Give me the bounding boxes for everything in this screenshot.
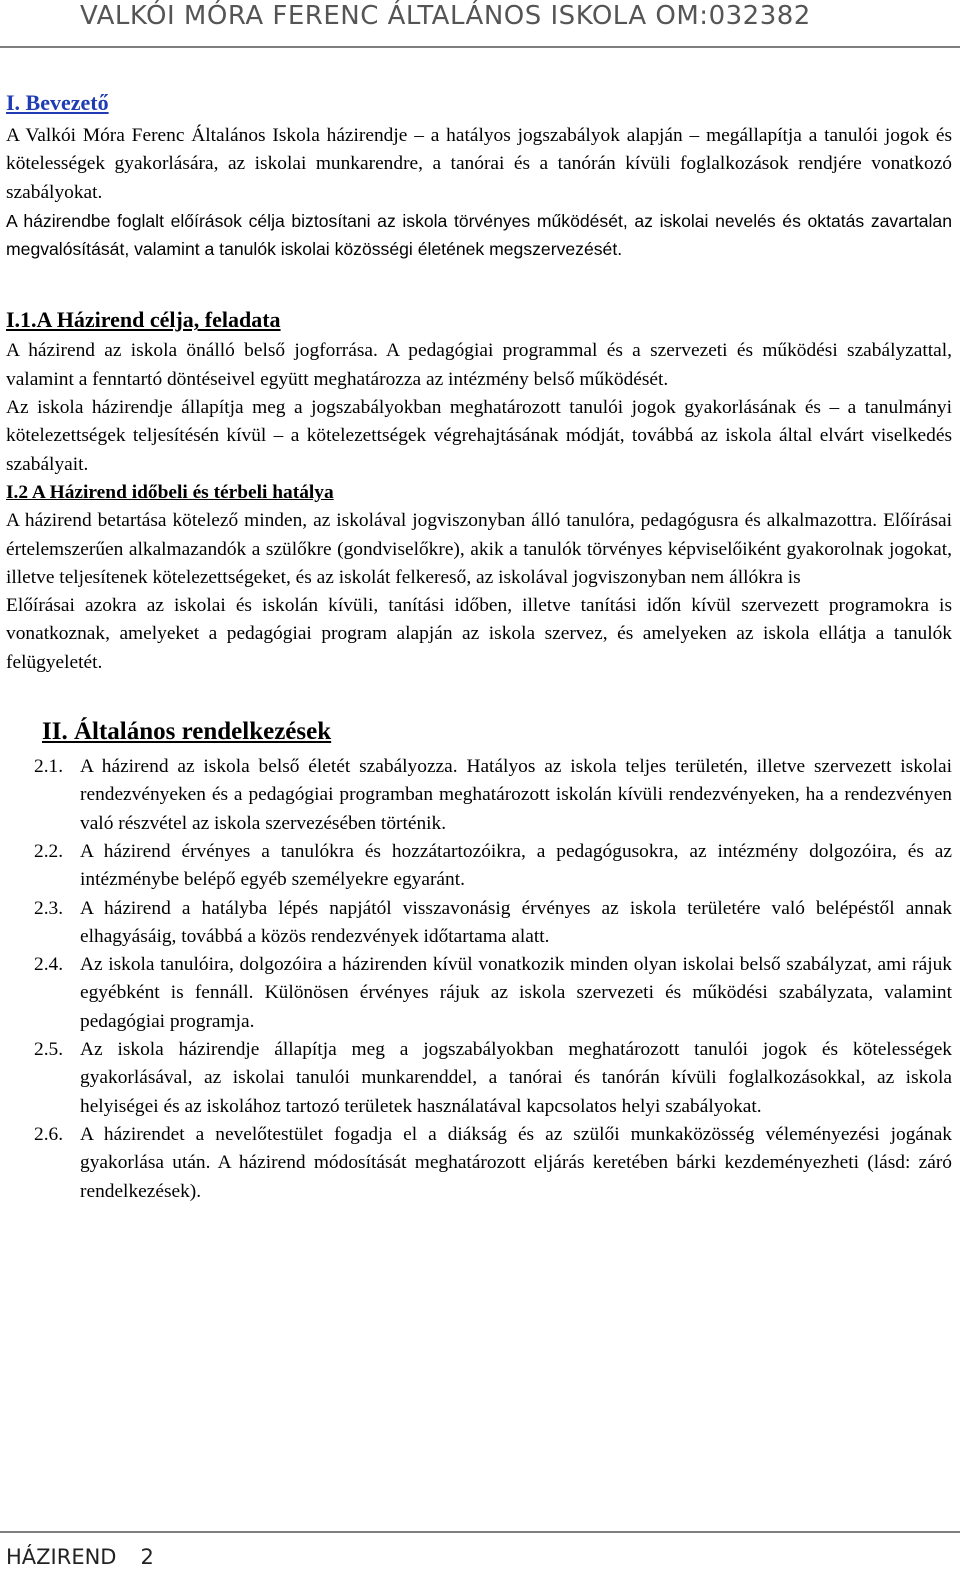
- page-number: 2: [140, 1545, 154, 1569]
- heading-purpose: I.1.A Házirend célja, feladata: [6, 307, 281, 333]
- item-number: 2.4.: [34, 954, 64, 976]
- footer-label: HÁZIREND: [6, 1545, 117, 1569]
- intro-paragraph-1: A Valkói Móra Ferenc Általános Iskola házirendje – a hatályos jogszabályok alapján – megállapítja a tanulói jogok és kötelességek gyakorlására, az iskolai munkarendre, a tanórai és a tanórán kívüli foglalkozások rendjére vonatkozó szabályokat.: [6, 125, 952, 203]
- list-item: [6, 895, 952, 952]
- footer-text: [6, 1545, 154, 1569]
- item-text: A házirend a hatályba lépés napjától visszavonásig érvényes az iskola területére való belépéstől annak elhagyásáig, továbbá a közös rendezvények időtartama alatt.: [80, 897, 952, 947]
- scope-paragraph-1: A házirend betartása kötelező minden, az iskolával jogviszonyban álló tanulóra, pedagógusra és alkalmazottra. Előírásai értelemszerűen alkalmazandók a szülőkre (gondviselőkre), akik a tanulók törvényes képviselőiként gyakorolnak jogokat, illetve teljesítenek kötelezettségeket, és az iskolát felkereső, az iskolával jogviszonyban nem állókra is: [6, 510, 952, 588]
- page-header: [0, 0, 960, 48]
- list-item: [6, 838, 952, 895]
- page-footer: [0, 1531, 960, 1584]
- purpose-paragraph-1: A házirend az iskola önálló belső jogforrása. A pedagógiai programmal és a szervezeti és működési szabályzattal, valamint a fenntartó döntéseivel együtt meghatározza az intézmény belső működését.: [6, 340, 952, 390]
- item-number: 2.6.: [34, 1123, 64, 1145]
- item-number: 2.3.: [34, 897, 64, 919]
- item-text: Az iskola házirendje állapítja meg a jogszabályokban meghatározott tanulói jogok és kötelességek gyakorlásával, az iskolai tanulói munkarenddel, a tanórai és tanórán kívüli foglalkozásokkal, az iskola helyiségei és az iskolához tartozó területek használatával kapcsolatos helyi szabályokat.: [80, 1039, 952, 1117]
- header-title: VALKÓI MÓRA FERENC ÁLTALÁNOS ISKOLA OM:032382: [80, 1, 811, 31]
- item-text: A házirendet a nevelőtestület fogadja el a diákság és az szülői munkaközösség véleményezési jogának gyakorlása után. A házirend módosítását meghatározott eljárás keretében bárki kezdeményezheti (lásd: záró rendelkezések).: [80, 1123, 952, 1202]
- heading-scope: I.2 A Házirend időbeli és térbeli hatálya: [6, 481, 334, 503]
- item-number: 2.2.: [34, 840, 64, 862]
- heading-general-provisions: II. Általános rendelkezések: [42, 718, 332, 746]
- item-text: Az iskola tanulóira, dolgozóira a házirenden kívül vonatkozik minden olyan iskolai belső szabályzat, ami rájuk egyébként is fennáll. Különösen érvényes rájuk az iskola szervezeti és működési szabályzata, valamint pedagógiai programja.: [80, 954, 952, 1032]
- list-item: [6, 753, 952, 838]
- scope-paragraph-2: Előírásai azokra az iskolai és iskolán kívüli, tanítási időben, illetve tanítási időn kívül szervezett programokra is vonatkoznak, amelyeket a pedagógiai program alapján az iskola szervez, és amelyeken az iskola ellátja a tanulók felügyeletét.: [6, 595, 952, 673]
- list-item: [6, 1036, 952, 1121]
- item-text: A házirend az iskola belső életét szabályozza. Hatályos az iskola teljes területén, illetve szervezett iskolai rendezvényeken és a pedagógiai programban meghatározott iskolán kívüli rendezvényeken, ha a rendezvényen való részvétel az iskola szervezésében történik.: [80, 756, 952, 834]
- intro-paragraph-2: A házirendbe foglalt előírások célja biztosítani az iskola törvényes működését, az iskolai nevelés és oktatás zavartalan megvalósítását, valamint a tanulók iskolai közösségi életének megszervezését.: [6, 210, 952, 260]
- purpose-paragraph-2: Az iskola házirendje állapítja meg a jogszabályokban meghatározott tanulói jogok gyakorlásának és – a tanulmányi kötelezettségek teljesítésén kívül – a kötelezettségek végrehajtásának módját, továbbá az iskola által elvárt viselkedés szabályait.: [6, 397, 952, 475]
- document-body: [6, 84, 952, 1206]
- item-number: 2.5.: [34, 1039, 64, 1061]
- list-item: [6, 1121, 952, 1206]
- item-number: 2.1.: [34, 756, 64, 778]
- item-text: A házirend érvényes a tanulókra és hozzátartozóikra, a pedagógusokra, az intézmény dolgozóira, és az intézménybe belépő egyéb személyekre egyaránt.: [80, 840, 952, 891]
- heading-introduction: I. Bevezető: [6, 90, 109, 115]
- list-item: [6, 951, 952, 1036]
